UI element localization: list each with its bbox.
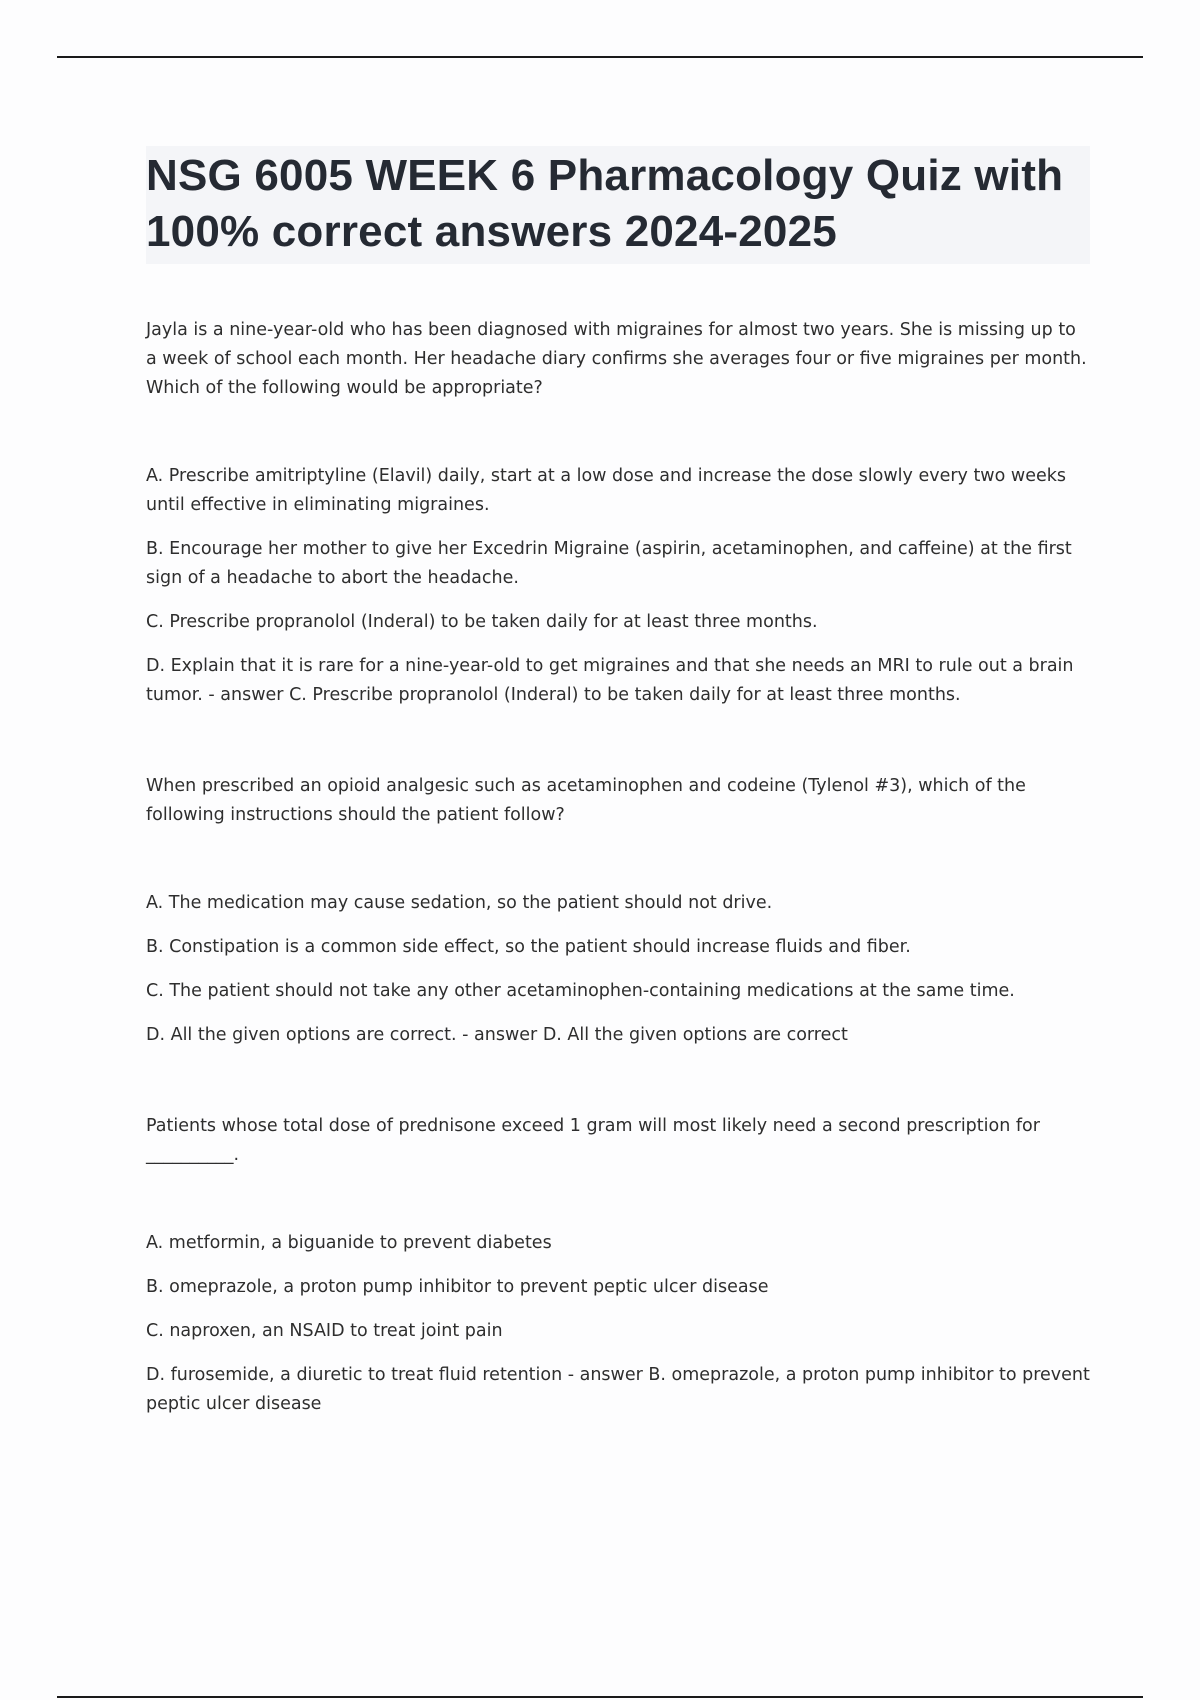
option-b: B. Constipation is a common side effect, so the patient should increase fluids and fiber. — [146, 937, 911, 957]
option-d-with-answer: D. All the given options are correct. - answer D. All the given options are correct — [146, 1025, 848, 1045]
option-c: C. Prescribe propranolol (Inderal) to be taken daily for at least three months. — [146, 612, 818, 632]
option-c: C. naproxen, an NSAID to treat joint pain — [146, 1321, 503, 1341]
document-content — [146, 146, 1090, 1419]
question-text: Patients whose total dose of prednisone exceed 1 gram will most likely need a second prescription for __________. — [146, 1116, 1040, 1165]
option-a: A. Prescribe amitriptyline (Elavil) daily, start at a low dose and increase the dose slowly every two weeks until effective in eliminating migraines. — [146, 466, 1066, 515]
top-rule — [57, 56, 1143, 58]
option-d-with-answer: D. furosemide, a diuretic to treat fluid retention - answer B. omeprazole, a proton pump inhibitor to prevent peptic ulcer disease — [146, 1365, 1090, 1414]
option-d-with-answer: D. Explain that it is rare for a nine-year-old to get migraines and that she needs an MRI to rule out a brain tumor. - answer C. Prescribe propranolol (Inderal) to be taken daily for at least three months. — [146, 656, 1074, 705]
question-block-1 — [146, 316, 1090, 710]
bottom-rule — [57, 1696, 1143, 1698]
question-block-2 — [146, 772, 1090, 1050]
question-text: When prescribed an opioid analgesic such as acetaminophen and codeine (Tylenol #3), which of the following instructions should the patient follow? — [146, 776, 1026, 825]
document-title: NSG 6005 WEEK 6 Pharmacology Quiz with 100% correct answers 2024-2025 — [146, 146, 1090, 264]
question-block-3 — [146, 1112, 1090, 1419]
option-a: A. metformin, a biguanide to prevent diabetes — [146, 1233, 552, 1253]
option-b: B. omeprazole, a proton pump inhibitor to prevent peptic ulcer disease — [146, 1277, 769, 1297]
option-b: B. Encourage her mother to give her Excedrin Migraine (aspirin, acetaminophen, and caffeine) at the first sign of a headache to abort the headache. — [146, 539, 1072, 588]
option-c: C. The patient should not take any other acetaminophen-containing medications at the same time. — [146, 981, 1015, 1001]
question-text: Jayla is a nine-year-old who has been diagnosed with migraines for almost two years. She is missing up to a week of school each month. Her headache diary confirms she averages four or five migraines per month. Which of the following would be appropriate? — [146, 320, 1087, 398]
option-a: A. The medication may cause sedation, so the patient should not drive. — [146, 893, 773, 913]
